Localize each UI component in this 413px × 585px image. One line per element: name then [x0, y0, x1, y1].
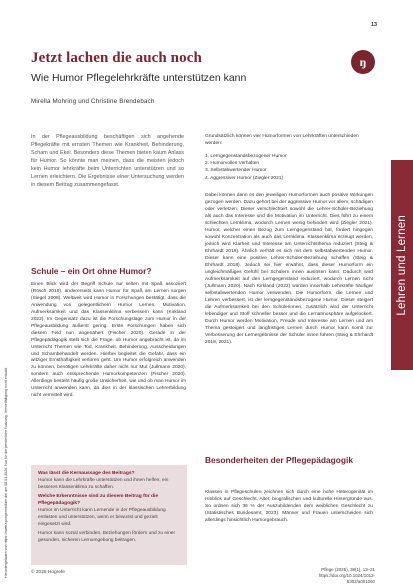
box-question-2: Welche Erkenntnisse sind zu diesem Beitrag für die Pflegepädagogik?	[38, 494, 159, 506]
copyright: © 2025 Hogrefe	[31, 570, 65, 575]
section-tab-label: Lehren und Lernen	[396, 214, 408, 316]
body-text-right: Dabei können dann es den jeweiligen Humorformen auch positive Wirkungen gezogen werden. Dazu gehört bei der aggressive Humor vor allem, schädigen oder verletzen. Dieser verschlechtert sowohl die Lehrer-Schüler-Beziehung als auch das Interesse und die Motivation im Unterricht. Dies führt zu einem schlechten Lernklima, wodurch Lernen wenig behindert wird (Ziegler 2021). Humor, welcher einen Bezug zum Lerngegenstand hat, fördert hingegen sowohl Konzentration als auch das Lernklima. Klassenklima erzeugt werden, jedoch wird Klarheit und Interesse am Unterrichtsthema reduziert (Steig & Ehrhardt 2018). Ähnlich verhält es sich mit dem selbstabwertenden Humor. Dieser kann eine positive Lehrer-Schüler-Beziehung schaffen (Steig & Ehrhardt 2018). Jedoch sei hier erwähnt, dass dieser Humorform ein ungleichmäßiges Gefühl bei Schülern innen auslösen kann. Dadurch wird Aufmerksamkeit auf den Lerngegenstand reduziert, wodurch Lernen nicht (Jullmann 2020). Nach Kirkland (2022) würden innerhalb Lehrkräfte häufiger selbstabwertenden Humor verwenden. Die Humorform, die Lernen und Lehren verbessert, ist der lerngegenstandsbezogene Humor. Dieser steigert die Aufmerksamkeit bei den Schülerinnen, zusätzlich wird der Unterricht lebendiger und Stoff schneller besser und die Lernatmosphäre aufgelockert. Durch Humor werden Motivation, Freude und Interesse am Lernen und am Thema gesteigert und langfristiges Lernen durch Humor kann somit zur Verbesserung der Lernergebnisse der Schüler innen führen (Steig & Ehrhardt 2018, 2021).	[205, 193, 373, 345]
section-heading-pflegepaedagogik: Besonderheiten der Pflegepädagogik	[205, 455, 353, 465]
article-subtitle: Wie Humor Pflegelehrkräfte unterstützen kann	[31, 72, 247, 84]
article-authors: Mirella Mohring und Christine Brendebach	[31, 98, 155, 105]
body-text-right-2: Klassen in Pflegeschulen zeichnen sich durch eine hohe Heterogenität im Hinblick auf Geschlecht, Alter, biografischen und kulturelle Hintergründe aus. So ordnen sich 36 % der Auszubildenden dem weiblichen Geschlecht zu (Statistisches Bundesamt, 2023). Männer und Frauen unterscheiden sich allerdings hinsichtlich Humorgebrauch.	[205, 490, 373, 523]
list-item: 1. Lerngegenstandsbezogener Humor	[205, 154, 287, 159]
humor-forms-intro: Grundsätzlich können vier Humorformen von Lehrkräften unterschieden werden:	[205, 134, 359, 146]
citation	[305, 567, 375, 585]
list-item: 4. Aggressiver Humor (Ziegler 2021)	[205, 175, 284, 181]
box-answer-2: Humor im Unterricht kann Lernende in der Pflegeausbildung entlasten und unterstützen, wenn er bewusst und gezielt eingesetzt wird.	[38, 508, 166, 527]
section-heading-schule: Schule – ein Ort ohne Humor?	[31, 266, 152, 276]
article-abstract: In der Pflegeausbildung beschäftigen sich angehende Pflegekräfte mit ernsten Themen wie Krankheit, Behinderung, Scham und Ekel. Besonders diese Themen bieten kaum Anlass für Humor. So könnte man meinen, dass die meisten jedoch kein Humor lehrkräfte beim Unterrichten unterstützen und so Lernen erleichtern. Die Ergebnisse einer Untersuchung werden in diesem Beitrag zusammengefasst.	[31, 134, 184, 189]
journal-citation: Pflege (2025), 38(1), 13–21	[321, 567, 375, 572]
box-answer-1: Humor kann die Lehrkräfte unterstützen und ihnen helfen, ein besseres Klassenklima zu schaffen.	[38, 478, 169, 490]
publisher-logo: ŋ	[351, 50, 375, 74]
doi-link[interactable]: https://doi.org/10.1024/1012-5302/a001060	[318, 573, 375, 585]
key-points-box	[31, 465, 187, 565]
box-question-1: Was lässt die Kernaussage des Beitrags?	[38, 471, 135, 476]
list-item: 2. Humorvolles Verhalten	[205, 161, 260, 167]
download-notice: Heruntergeladen von https://www.springermedizin.de/ am 08.01.2026. Nur für die persönliche Nutzung. Vervielfältigung nicht erlaubt.	[4, 367, 8, 578]
article-title: Jetzt lachen die auch noch	[31, 50, 202, 66]
list-item: 3. Selbstabwertender Humor	[205, 168, 267, 174]
humor-forms-list	[205, 153, 373, 182]
section-tab	[391, 160, 413, 370]
page-number: 13	[371, 22, 378, 28]
box-answer-3: Humor kann sozial verbinden, Beziehungen fördern und zu einer gesunden, sicheren Lernumgebung beitragen.	[38, 531, 176, 543]
body-text-left: Einen Blick wird der Begriff Schule nur selten mit Spaß assoziiert (Rösch 2019), andererseits kann Humor für Spaß am Lernen sorgen (Siegel 2008). Weltweit wird Humor in Forschungen bestätigt, dass die Anwendung von gelegentlichem Humor Lernen, Motivation, Aufmerksamkeit und das Klassenklima verbessern kann (Kirkland 2022). Im Gegensatz dazu ist die Forschungslage zum Humor in der Pflegeausbildung äußerst gering. Erste Forschungen haben sich diesem Feld nun angenähert (Fischer 2020). Gerade in der Pflegepädagogik stellt sich die Frage, ob Humor angebracht ist, da im Unterricht Themen wie Tod, Krankheit, Behinderung, Ausscheidungen und Schambehandelt werden. Hierbei begleitet die Gefahr, dass ein witziger Ernsthaftigkeit verloren geht. Um Humor erfolgreich anwenden zu können, benötigen Lehrkräfte daher nicht nur Mut (Jullmann 2020), sondern auch entsprechende Humorkompetenzen (Fischer 2020). Allerdings besteht häufig große Unsicherheit, wie und ob man Humor im Unterricht anwenden kann, da dies in der klassischen Lehrerbildung nicht vermittelt wird.	[31, 282, 186, 399]
